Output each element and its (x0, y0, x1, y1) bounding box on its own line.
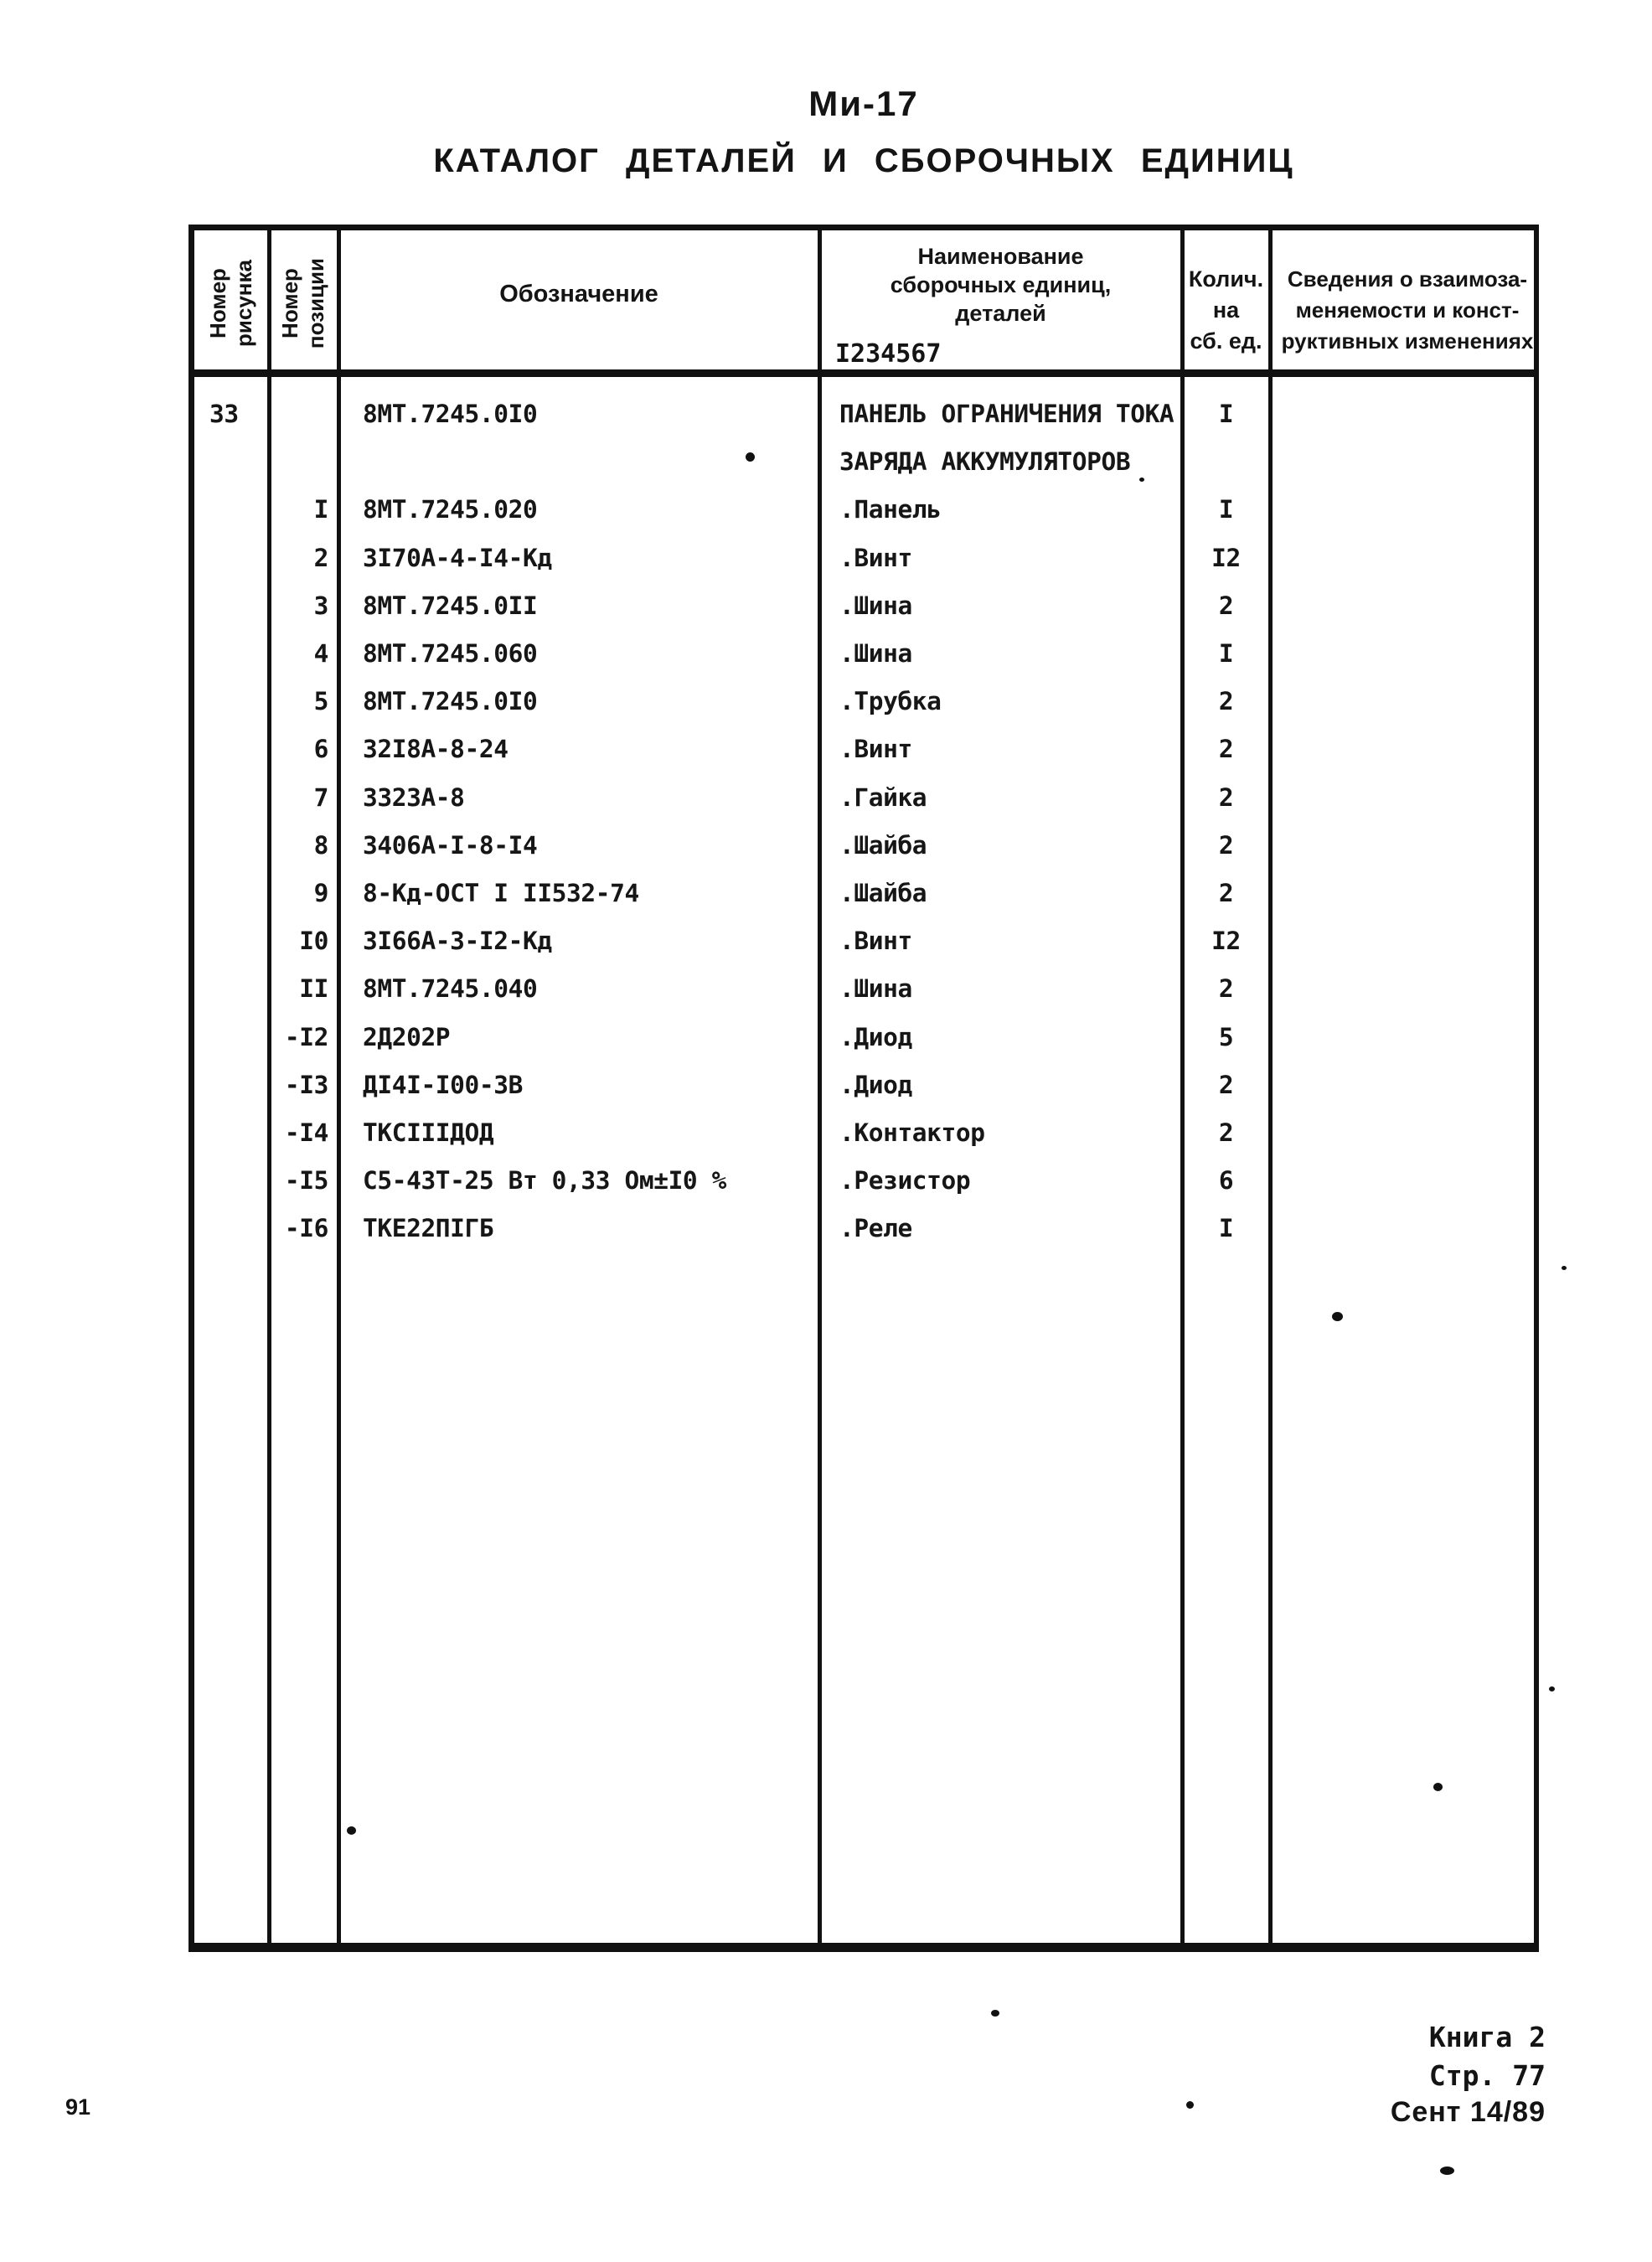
row-quantity: 2 (1218, 830, 1234, 860)
row-position-number: 3 (313, 591, 328, 620)
scan-speck (1549, 1686, 1555, 1691)
column-header-notes (1270, 264, 1545, 357)
row-part-name: .Гайка (839, 782, 927, 812)
column-header-line: сб. ед. (1190, 328, 1262, 354)
row-quantity: I2 (1211, 927, 1241, 956)
row-part-name: .Диод (839, 1070, 912, 1099)
row-designation: ТКСIIIДОД (363, 1118, 494, 1147)
column-header-line: Номер (277, 268, 302, 338)
column-header-line: на (1212, 297, 1240, 323)
row-quantity: 2 (1218, 735, 1234, 764)
row-part-name: ПАНЕЛЬ ОГРАНИЧЕНИЯ ТОКА (839, 400, 1174, 428)
column-header-code: I234567 (835, 339, 942, 369)
row-designation: 3I70А-4-I4-Кд (363, 543, 552, 572)
row-part-name: .Панель (839, 495, 942, 524)
row-position-number: II (299, 974, 328, 1004)
column-header-figure-number (205, 228, 257, 379)
scan-speck (1139, 478, 1144, 482)
row-quantity: 2 (1218, 879, 1234, 907)
scan-speck (1433, 1783, 1443, 1791)
row-designation: С5-43Т-25 Вт 0,33 Ом±I0 % (363, 1166, 727, 1196)
row-position-number: -I4 (284, 1118, 328, 1147)
row-designation: 8-Кд-ОСТ I II532-74 (363, 879, 639, 907)
row-part-name: .Шина (839, 591, 912, 620)
row-part-name: .Шайба (839, 879, 927, 907)
column-header-line: рисунка (231, 260, 256, 347)
row-position-number: 4 (313, 639, 328, 668)
scan-speck (991, 2010, 999, 2017)
column-header-position-number (277, 228, 329, 379)
footer-book: Книга 2 (1428, 2021, 1546, 2053)
column-divider (337, 230, 341, 1943)
column-header-line: сборочных единиц, (890, 272, 1112, 297)
row-designation: ДI4I-I00-3В (363, 1070, 523, 1099)
row-part-name: .Реле (839, 1214, 912, 1243)
row-designation: 3I66А-3-I2-Кд (363, 927, 552, 956)
footer-date: Сент 14/89 (1390, 2096, 1546, 2128)
column-divider (818, 230, 822, 1943)
row-designation: 32I8А-8-24 (363, 735, 509, 764)
scan-speck (347, 1826, 356, 1835)
row-quantity: I (1218, 400, 1234, 428)
row-quantity: 6 (1218, 1166, 1234, 1196)
column-header-line: меняемости и конст- (1295, 297, 1520, 323)
row-position-number: -I3 (284, 1070, 328, 1099)
row-position-number: I (313, 495, 328, 524)
column-header-line: деталей (955, 301, 1046, 326)
row-position-number: -I5 (284, 1166, 328, 1196)
row-position-number: I0 (299, 927, 328, 956)
row-designation: 8МТ.7245.0II (363, 591, 538, 620)
column-header-line: Колич. (1188, 266, 1264, 292)
row-position-number: 2 (313, 543, 328, 572)
page-subtitle: КАТАЛОГ ДЕТАЛЕЙ И СБОРОЧНЫХ ЕДИНИЦ (433, 142, 1294, 179)
row-designation: 8МТ.7245.020 (363, 495, 538, 524)
row-part-name: .Винт (839, 543, 912, 572)
row-figure-number: 33 (209, 400, 239, 428)
row-designation: 3323А-8 (363, 782, 465, 812)
row-designation: 8МТ.7245.060 (363, 639, 538, 668)
header-separator (194, 369, 1534, 377)
column-header-quantity (1182, 264, 1270, 357)
scan-speck (1186, 2101, 1194, 2109)
row-part-name: .Контактор (839, 1118, 985, 1147)
page-number-left: 91 (65, 2094, 91, 2120)
row-quantity: I (1218, 1214, 1234, 1243)
column-header-name (819, 242, 1182, 328)
scan-speck (746, 452, 755, 462)
row-quantity: I (1218, 495, 1234, 524)
column-header-designation: Обозначение (499, 281, 658, 307)
row-position-number: 6 (313, 735, 328, 764)
row-quantity: 2 (1218, 591, 1234, 620)
footer-page: Стр. 77 (1428, 2059, 1546, 2092)
row-part-name: .Шина (839, 974, 912, 1004)
scan-speck (1562, 1266, 1567, 1270)
row-quantity: 5 (1218, 1022, 1234, 1051)
row-position-number: -I6 (284, 1214, 328, 1243)
column-header-line: Наименование (917, 244, 1084, 269)
row-quantity: 2 (1218, 1070, 1234, 1099)
row-quantity: I (1218, 639, 1234, 668)
row-part-name: .Резистор (839, 1166, 971, 1196)
row-part-name: .Диод (839, 1022, 912, 1051)
scan-speck (1440, 2166, 1454, 2175)
column-header-line: позиции (303, 257, 328, 349)
row-position-number: 7 (313, 782, 328, 812)
column-header-line: руктивных изменениях (1281, 328, 1534, 354)
row-designation: ТКЕ22ПIГБ (363, 1214, 494, 1243)
row-designation: 2Д202Р (363, 1022, 451, 1051)
row-quantity: 2 (1218, 687, 1234, 716)
row-position-number: -I2 (284, 1022, 328, 1051)
row-position-number: 5 (313, 687, 328, 716)
page-title: Ми-17 (808, 84, 919, 123)
row-part-name: .Винт (839, 735, 912, 764)
row-quantity: 2 (1218, 974, 1234, 1004)
row-designation: 3406А-I-8-I4 (363, 830, 538, 860)
row-designation: 8МТ.7245.0I0 (363, 687, 538, 716)
row-part-name: ЗАРЯДА АККУМУЛЯТОРОВ (839, 447, 1131, 477)
column-header-line: Номер (205, 268, 230, 338)
row-quantity: 2 (1218, 1118, 1234, 1147)
row-quantity: I2 (1211, 543, 1241, 572)
row-part-name: .Трубка (839, 687, 942, 716)
row-position-number: 8 (313, 830, 328, 860)
row-quantity: 2 (1218, 782, 1234, 812)
row-designation: 8МТ.7245.040 (363, 974, 538, 1004)
row-part-name: .Шайба (839, 830, 927, 860)
column-header-line: Сведения о взаимоза- (1287, 266, 1528, 292)
row-part-name: .Шина (839, 639, 912, 668)
row-position-number: 9 (313, 879, 328, 907)
row-designation: 8МТ.7245.0I0 (363, 400, 538, 428)
row-part-name: .Винт (839, 927, 912, 956)
scan-speck (1332, 1312, 1343, 1321)
parts-table (188, 225, 1539, 1952)
